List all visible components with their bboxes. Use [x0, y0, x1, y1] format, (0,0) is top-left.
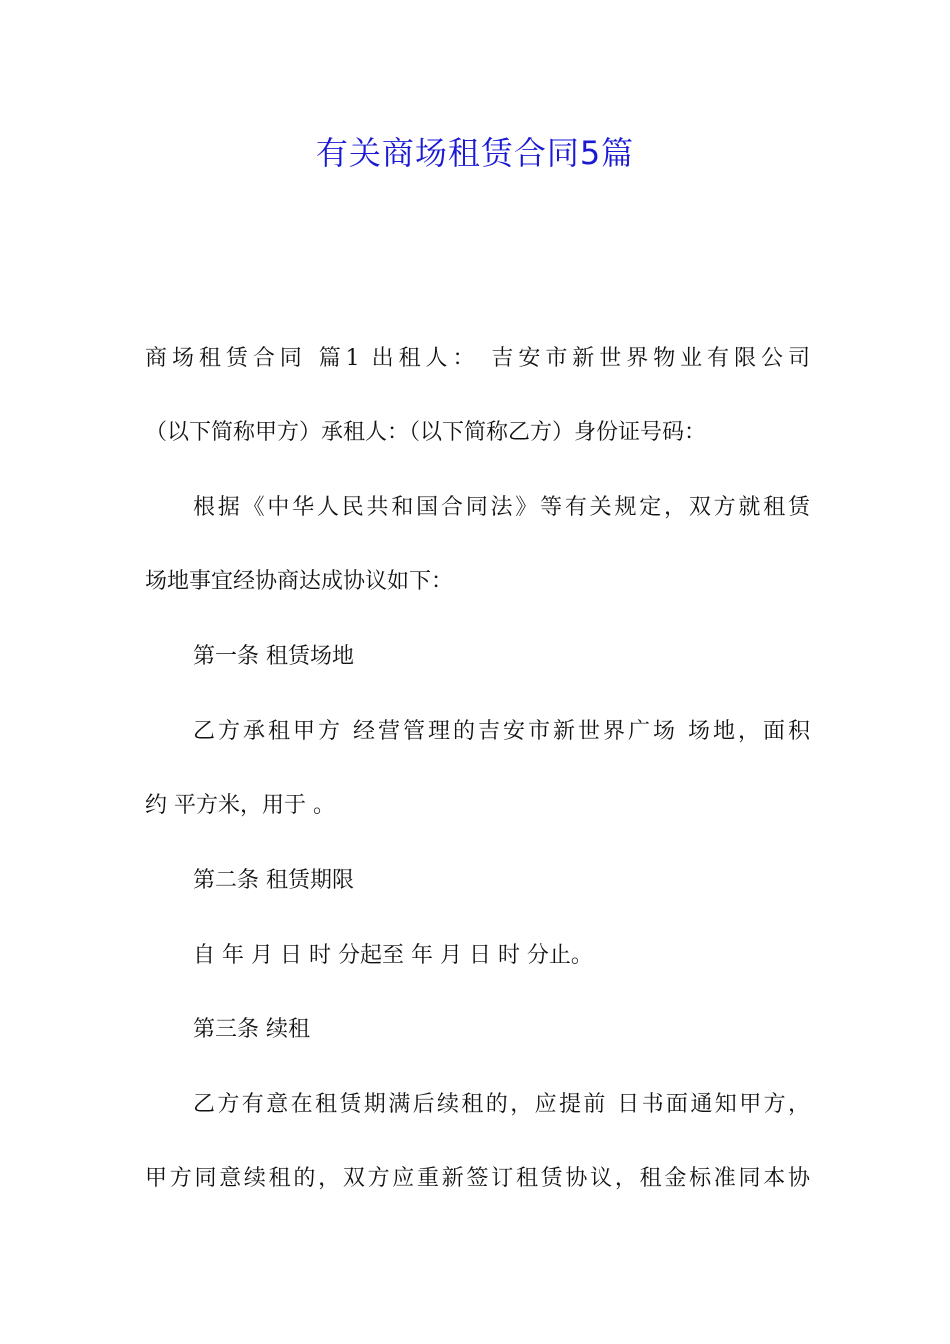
body-line-6: 乙方承租甲方 经营管理的吉安市新世界广场 场地，面积 — [193, 719, 810, 744]
body-line-9: 自 年 月 日 时 分起至 年 月 日 时 分止。 — [193, 943, 593, 968]
article-1-heading: 第一条 租赁场地 — [193, 644, 354, 669]
article-3-heading: 第三条 续租 — [193, 1017, 310, 1042]
body-line-12: 甲方同意续租的，双方应重新签订租赁协议，租金标准同本协 — [145, 1166, 810, 1191]
body-line-2: （以下简称甲方）承租人：（以下简称乙方）身份证号码： — [145, 420, 707, 445]
body-line-1: 商场租赁合同 篇1 出租人： 吉安市新世界物业有限公司 — [145, 346, 810, 371]
document-title: 有关商场租赁合同5篇 — [315, 134, 635, 172]
body-line-4: 场地事宜经协商达成协议如下： — [145, 569, 454, 594]
body-line-3: 根据《中华人民共和国合同法》等有关规定，双方就租赁 — [193, 495, 810, 520]
article-2-heading: 第二条 租赁期限 — [193, 868, 354, 893]
body-line-7: 约 平方米，用于 。 — [145, 793, 335, 818]
body-line-11: 乙方有意在租赁期满后续租的，应提前 日书面通知甲方， — [193, 1092, 810, 1117]
